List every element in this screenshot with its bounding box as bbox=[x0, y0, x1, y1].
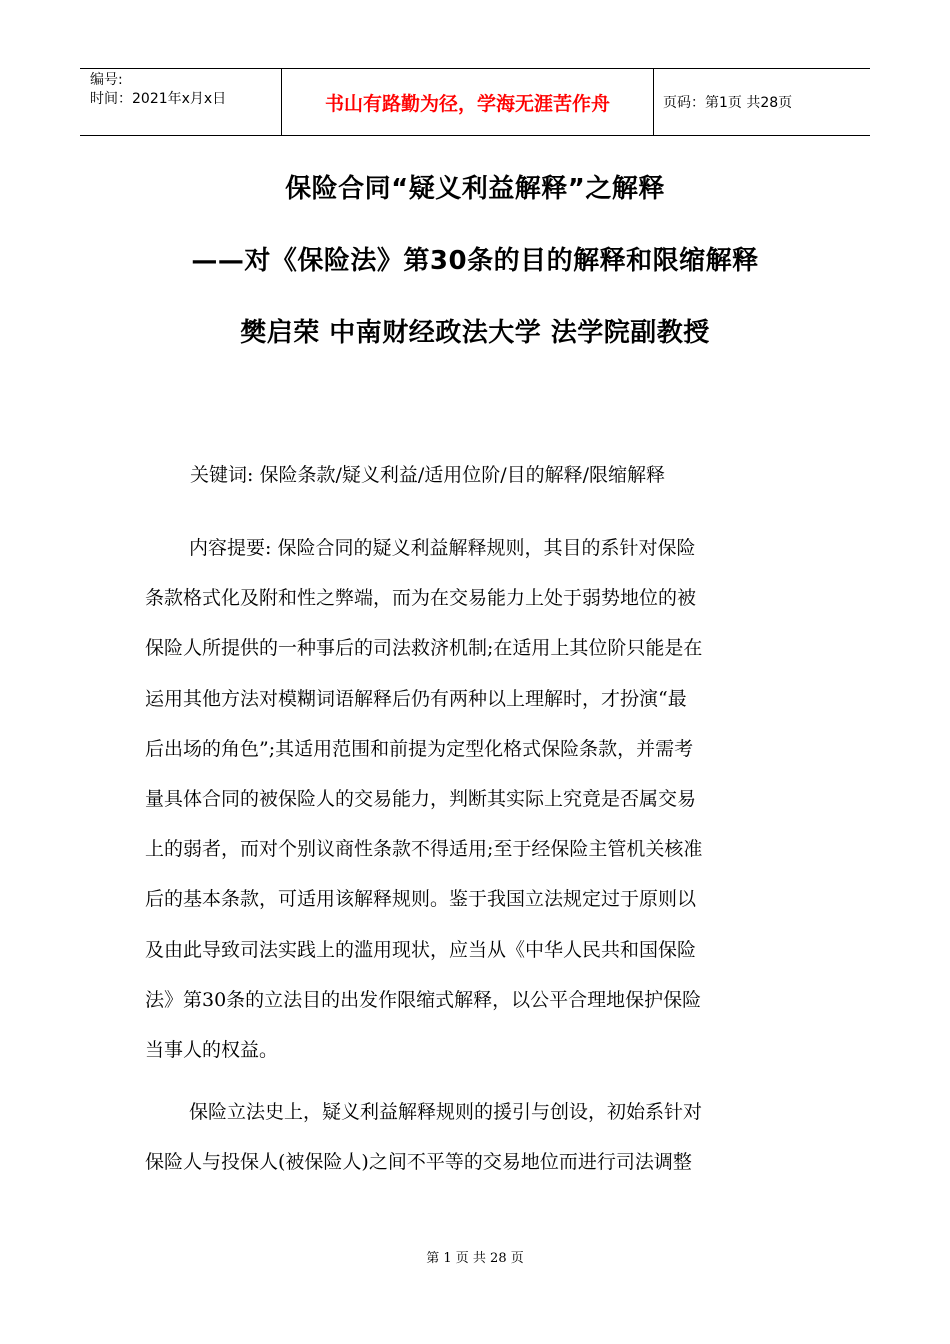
abstract-line: 内容提要: 保险合同的疑义利益解释规则，其目的系针对保险 bbox=[189, 537, 696, 559]
header-meta bbox=[80, 69, 281, 135]
abstract-line: 上的弱者，而对个别议商性条款不得适用;至于经保险主管机关核准 bbox=[145, 838, 703, 861]
abstract-line: 条款格式化及附和性之弊端，而为在交易能力上处于弱势地位的被 bbox=[145, 587, 697, 610]
document-date: 时间：2021年x月x日 bbox=[90, 91, 227, 107]
abstract-line: 及由此导致司法实践上的滥用现状，应当从《中华人民共和国保险 bbox=[145, 938, 697, 961]
header-table bbox=[80, 68, 870, 136]
abstract-line: 量具体合同的被保险人的交易能力，判断其实际上究竟是否属交易 bbox=[145, 788, 697, 811]
abstract-line: 当事人的权益。 bbox=[145, 1039, 279, 1062]
body-line: 保险人与投保人(被保险人)之间不平等的交易地位而进行司法调整 bbox=[145, 1151, 692, 1174]
abstract-line: 运用其他方法对模糊词语解释后仍有两种以上理解时，才扮演“最 bbox=[145, 687, 687, 710]
page-footer: 第 1 页 共 28 页 bbox=[426, 1251, 524, 1266]
abstract-line: 后出场的角色”;其适用范围和前提为定型化格式保险条款，并需考 bbox=[145, 737, 694, 760]
abstract-line: 保险人所提供的一种事后的司法救济机制;在适用上其位阶只能是在 bbox=[145, 637, 703, 660]
abstract-line: 法》第30条的立法目的出发作限缩式解释，以公平合理地保护保险 bbox=[145, 988, 702, 1011]
header-motto: 书山有路勤为径，学海无涯苦作舟 bbox=[281, 69, 654, 135]
keywords: 关键词: 保险条款/疑义利益/适用位阶/目的解释/限缩解释 bbox=[190, 464, 666, 486]
body-line: 保险立法史上，疑义利益解释规则的援引与创设，初始系针对 bbox=[189, 1101, 703, 1123]
document-title: 保险合同“疑义利益解释”之解释 bbox=[285, 174, 665, 204]
header-page-code: 页码：第1页 共28页 bbox=[663, 95, 793, 111]
abstract-paragraph bbox=[145, 523, 810, 1075]
abstract-line: 后的基本条款，可适用该解释规则。鉴于我国立法规定过于原则以 bbox=[145, 888, 697, 911]
body-paragraph bbox=[145, 1087, 810, 1189]
document-subtitle: ——对《保险法》第30条的目的解释和限缩解释 bbox=[191, 246, 759, 276]
document-author: 樊启荣 中南财经政法大学 法学院副教授 bbox=[240, 318, 710, 348]
document-number: 编号: bbox=[90, 72, 123, 88]
